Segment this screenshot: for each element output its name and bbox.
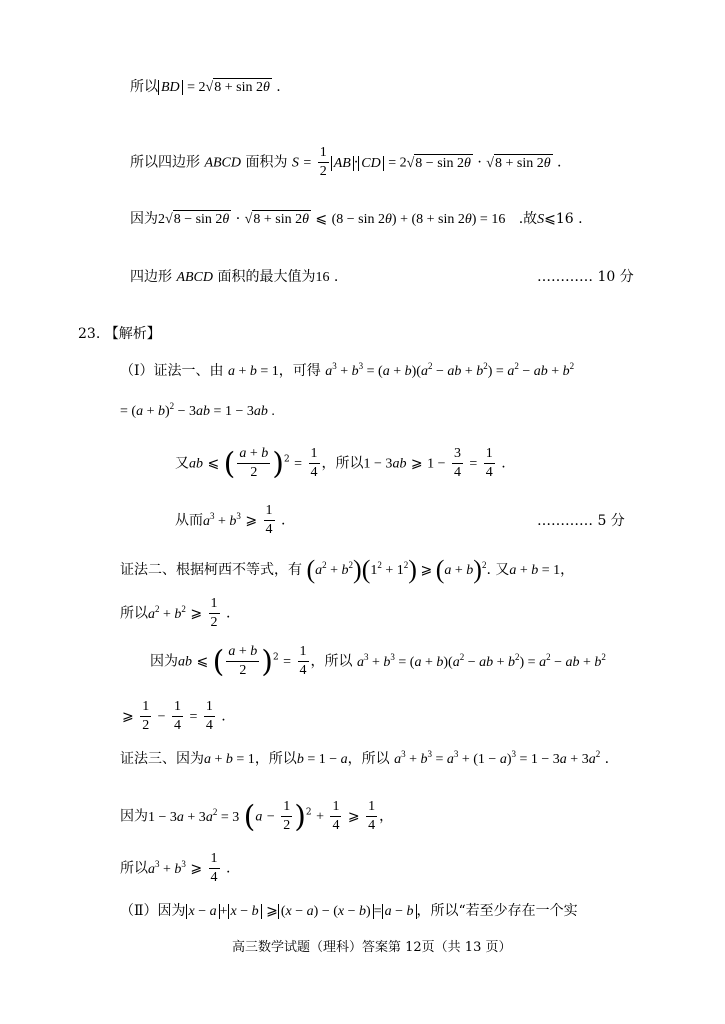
line-method3-cont: 因为$1 - 3a + 3a^2 = 3$ (a − $\frac{1}{2}$ )$^2$ + $\frac{1}{4}$ ⩾ $\frac{1}{4}$ ，: [120, 799, 394, 835]
text-suoyi-c4: ，所以: [347, 751, 390, 767]
text-suoyi-quad: 所以四边形: [130, 154, 200, 171]
line-method2-cont: 因为ab ⩽ ( $\frac{a + b}{2}$ )$^2$ = $\frac{1}{4}$ ，所以 $a^3 + b^3 = (a + b)(a^2$ − ab + $b^2) = a^2$ − ab + $b^2$: [150, 644, 606, 680]
text-p2-intro: （Ⅱ）因为: [120, 903, 186, 919]
line-part2: （Ⅱ）因为 x − a + x − b ⩾ (x − a) − (x − b) = a − b ，所以“若至少存在一个实: [120, 903, 578, 919]
text-m3-intro: 证法三、因为: [120, 751, 204, 767]
line-inequality: 因为2√8 − sin 2θ · √8 + sin 2θ ⩽ (8 − sin 2θ) + (8 + sin 2θ) = 16 .故S⩽16 .: [130, 211, 583, 227]
line-max-area: 四边形 ABCD 面积的最大值为16 .: [130, 269, 339, 285]
text-suoyi-c2: ，所以: [310, 653, 353, 670]
text-suoyi-c: ，所以: [321, 455, 364, 472]
line-conclusion1: 从而$a^3 + b^3$ ⩾ $\frac{1}{4}$ .: [175, 503, 286, 537]
line-method1: （Ⅰ）证法一、由 a + b = 1，可得 $a^3 + b^3 = (a + b)(a^2$ − ab + $b^2) = a^2$ − ab + $b^2$: [120, 361, 575, 379]
line-ab-bound: 又ab ⩽ ( $\frac{a + b}{2}$ )$^2$ = $\frac{1}{4}$ ，所以1 − 3ab ⩾ 1 − $\frac{3}{4}$ = $\frac{1}{4}$ .: [175, 446, 506, 482]
text-yinwei: 因为: [130, 211, 158, 227]
score-5: ………… 5 分: [537, 513, 625, 529]
text-yinwei-3: 因为: [120, 808, 148, 825]
page-footer: 高三数学试题（理科）答案第 12页（共 13 页）: [232, 940, 512, 955]
text-suoyi: 所以: [130, 79, 158, 95]
text-suoyi-c3: ，所以: [254, 751, 297, 767]
line-method2-end: ⩾ $\frac{1}{2}$ − $\frac{1}{4}$ = $\frac{1}{4}$ .: [122, 699, 226, 733]
problem-23-heading: [78, 327, 161, 341]
score-10: ………… 10 分: [537, 269, 634, 285]
text-yinwei-2: 因为: [150, 653, 178, 670]
line-method1-cont: = $(a + b)^2 - 3ab = 1 - 3ab$ .: [120, 401, 275, 419]
line-bd: 所以 BD = 2√8 + sin 2θ .: [130, 79, 281, 95]
text-m2-intro: 证法二、根据柯西不等式，有: [120, 562, 302, 578]
text-p1-intro: （Ⅰ）证法一、由: [120, 363, 224, 379]
problem-number: 23.: [78, 326, 101, 342]
line-method2: 证法二、根据柯西不等式，有 $(a^2 + b^2)(1^2 + 1^2)$ ⩾ $(a + b)^2$. 又a + b = 1，: [120, 555, 575, 584]
text-suoyi-2: 所以: [120, 605, 148, 622]
text-suoyi-3: 所以: [120, 860, 148, 877]
line-area-s: 所以四边形 ABCD 面积为 S = $\frac{1}{2}$ AB · CD = 2√8 − sin 2θ · √8 + sin 2θ .: [130, 145, 562, 179]
text-mianji-wei: 面积为: [245, 154, 288, 171]
text-kede: ，可得: [278, 363, 321, 379]
text-p2-tail: ，所以“若至少存在一个实: [416, 903, 578, 919]
text-gu: .故: [518, 211, 538, 227]
text-m2-you: . 又: [486, 562, 510, 578]
line-method3: 证法三、因为a + b = 1，所以b = 1 − a，所以 $a^3 + b^3 = a^3 + (1 - a)^3 = 1 - 3a + 3a^2$ .: [120, 749, 610, 767]
text-quad: 四边形: [130, 269, 172, 285]
text-you: 又: [175, 455, 189, 472]
text-max-area: 面积的最大值为: [217, 269, 316, 285]
jiexi-label: 【解析】: [104, 326, 161, 342]
line-method3-end: 所以$a^3 + b^3$ ⩾ $\frac{1}{4}$ .: [120, 851, 231, 885]
line-a2b2: 所以$a^2 + b^2$ ⩾ $\frac{1}{2}$ .: [120, 596, 231, 630]
text-conger: 从而: [175, 512, 203, 529]
